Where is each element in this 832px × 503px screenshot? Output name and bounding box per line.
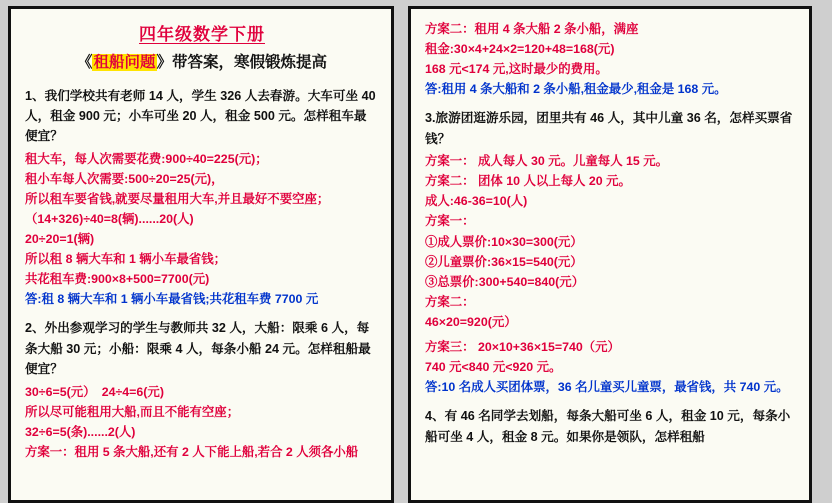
solution-line: 所以租 8 辆大车和 1 辆小车最省钱； — [25, 252, 227, 267]
solution-line: 方案二： 团体 10 人以上每人 20 元。 — [425, 174, 631, 189]
solution-line: 方案一： — [425, 214, 475, 229]
answer-line: 答:10 名成人买团体票，36 名儿童买儿童票，最省钱，共 740 元。 — [425, 380, 789, 395]
solution-line: 方案一：租用 5 条大船,还有 2 人下能上船,若合 2 人须各小船 — [25, 444, 359, 459]
page-left — [8, 6, 394, 503]
answer-line: 答:租 8 辆大车和 1 辆小车最省钱;共花租车费 7700 元 — [25, 292, 319, 307]
spacer — [25, 309, 379, 318]
question-text: 3.旅游团逛游乐园，团里共有 46 人，其中儿童 36 名，怎样买票省钱？ — [425, 111, 793, 146]
solution-line: ②儿童票价:36×15=540(元） — [425, 254, 583, 269]
question-text: 2、外出参观学习的学生与教师共 32 人，大船：限乘 6 人，每条大船 30 元；小船：限乘 4 人，每条小船 24 元。怎样租船最便宜？ — [25, 321, 371, 377]
solution-line: 46×20=920(元） — [425, 314, 517, 329]
solution-line: 共花租车费:900×8+500=7700(元) — [25, 272, 210, 287]
question-text: 1、我们学校共有老师 14 人，学生 326 人去春游。大车可坐 40 人，租金 900 元；小车可坐 20 人，租金 500 元。怎样租车最便宜？ — [25, 88, 376, 144]
spacer — [425, 99, 797, 108]
solution-line: ①成人票价:10×30=300(元） — [425, 234, 583, 249]
solution-line: 740 元<840 元<920 元。 — [425, 360, 562, 375]
solution-line: 所以租车要省钱,就要尽量租用大车,并且最好不要空座； — [25, 191, 330, 206]
solution-line: （14+326)÷40=8(辆)......20(人) — [25, 211, 194, 226]
solution-line: 租大车，每人次需要花费:900÷40=225(元)； — [25, 151, 268, 166]
solution-line: 168 元<174 元,这时最少的费用。 — [425, 62, 608, 77]
page-right — [408, 6, 812, 503]
solution-line: 租金:30×4+24×2=120+48=168(元) — [425, 42, 615, 57]
solution-line: 20÷20=1(辆) — [25, 232, 95, 247]
page-title: 四年级数学下册 — [139, 25, 265, 44]
solution-line: 所以尽可能租用大船,而且不能有空座； — [25, 404, 240, 419]
answer-line: 答:租用 4 条大船和 2 条小船,租金最少,租金是 168 元。 — [425, 82, 727, 97]
subtitle-suffix: 》带答案，寒假锻炼提高 — [156, 54, 328, 72]
solution-line: 方案二：租用 4 条大船 2 条小船，满座 — [425, 22, 639, 36]
solution-line: 30÷6=5(元） 24÷4=6(元) — [25, 384, 164, 399]
solution-line: 32÷6=5(条)......2(人) — [25, 424, 136, 439]
spacer — [425, 397, 797, 406]
page-subtitle — [25, 53, 379, 73]
solution-line: 方案一： 成人每人 30 元。儿童每人 15 元。 — [425, 154, 669, 169]
solution-line: ③总票价:300+540=840(元） — [425, 274, 585, 289]
solution-line: 租小车每人次需要:500÷20=25(元)， — [25, 171, 224, 186]
solution-line: 成人:46-36=10(人) — [425, 194, 528, 209]
solution-line: 方案三： 20×10+36×15=740（元） — [425, 340, 620, 354]
subtitle-prefix: 《 — [76, 54, 93, 72]
question-text: 4、有 46 名同学去划船，每条大船可坐 6 人，租金 10 元，每条小船可坐 4 人，租金 8 元。如果你是领队，怎样租船 — [425, 409, 791, 444]
solution-line: 方案二： — [425, 294, 475, 309]
subtitle-highlight: 租船问题 — [93, 54, 156, 72]
